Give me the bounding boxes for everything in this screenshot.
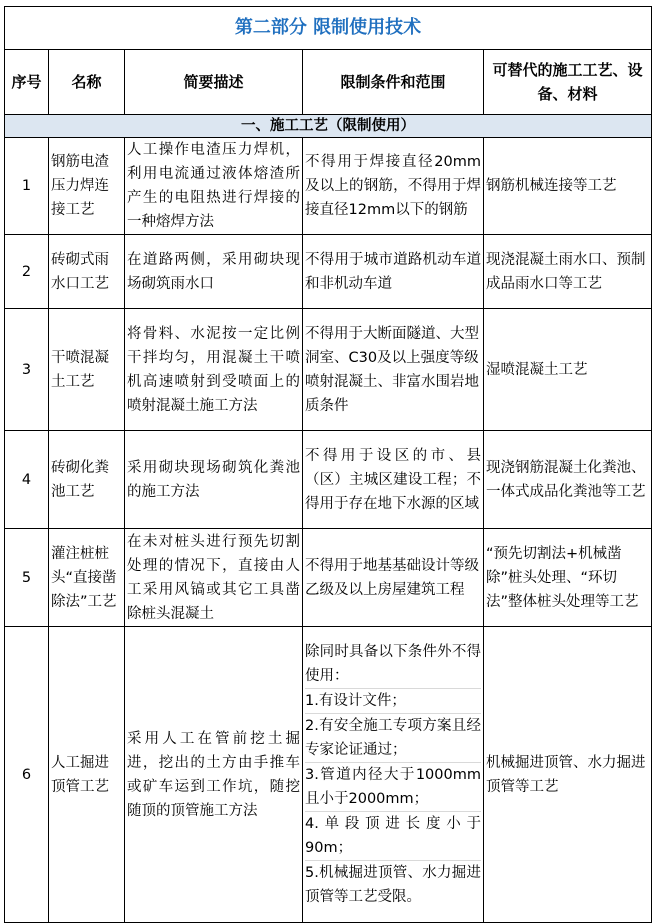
row-cond: 不得用于设区的市、县（区）主城区建设工程；不得用于存在地下水源的区域 xyxy=(303,431,484,529)
cond-item: 2.有安全施工专项方案且经专家论证通过； xyxy=(305,714,481,763)
header-row xyxy=(5,50,652,115)
header-no: 序号 xyxy=(5,50,49,115)
row-cond: 不得用于地基基础设计等级乙级及以上房屋建筑工程 xyxy=(303,529,484,627)
table-row xyxy=(5,431,652,529)
row-no: 5 xyxy=(5,529,49,627)
row-name: 钢筋电渣压力焊连接工艺 xyxy=(49,138,125,235)
section-title: 一、施工工艺（限制使用） xyxy=(5,115,652,138)
row-alt: 湿喷混凝土工艺 xyxy=(484,309,652,431)
row-alt: 钢筋机械连接等工艺 xyxy=(484,138,652,235)
row-name: 干喷混凝土工艺 xyxy=(49,309,125,431)
header-desc: 简要描述 xyxy=(125,50,303,115)
row-alt: 现浇混凝土雨水口、预制成品雨水口等工艺 xyxy=(484,235,652,309)
row-cond: 不得用于城市道路机动车道和非机动车道 xyxy=(303,235,484,309)
table-title: 第二部分 限制使用技术 xyxy=(5,7,652,50)
row-desc: 在道路两侧，采用砌块现场砌筑雨水口 xyxy=(125,235,303,309)
row-desc: 在未对桩头进行预先切割处理的情况下，直接由人工采用风镐或其它工具凿除桩头混凝土 xyxy=(125,529,303,627)
row-desc: 人工操作电渣压力焊机，利用电流通过液体熔渣所产生的电阻热进行焊接的一种熔焊方法 xyxy=(125,138,303,235)
cond-item: 5.机械掘进顶管、水力掘进顶管等工艺受限。 xyxy=(305,865,481,905)
row-name: 人工掘进顶管工艺 xyxy=(49,627,125,923)
row-no: 4 xyxy=(5,431,49,529)
row-desc: 采用砌块现场砌筑化粪池的施工方法 xyxy=(125,431,303,529)
row-alt: 现浇钢筋混凝土化粪池、一体式成品化粪池等工艺 xyxy=(484,431,652,529)
cond-item: 除同时具备以下条件外不得使用： xyxy=(305,640,481,689)
header-cond: 限制条件和范围 xyxy=(303,50,484,115)
table-row xyxy=(5,138,652,235)
row-cond: 不得用于焊接直径20mm及以上的钢筋，不得用于焊接直径12mm以下的钢筋 xyxy=(303,138,484,235)
header-alt: 可替代的施工工艺、设备、材料 xyxy=(484,50,652,115)
section-row xyxy=(5,115,652,138)
row-desc: 采用人工在管前挖土掘进，挖出的土方由手推车或矿车运到工作坑，随挖随顶的顶管施工方法 xyxy=(125,627,303,923)
row-alt: 机械掘进顶管、水力掘进顶管等工艺 xyxy=(484,627,652,923)
row-no: 3 xyxy=(5,309,49,431)
row-name: 砖砌式雨水口工艺 xyxy=(49,235,125,309)
row-name: 灌注桩桩头“直接凿除法”工艺 xyxy=(49,529,125,627)
cond-item: 4.单段顶进长度小于90m； xyxy=(305,812,481,861)
cond-item: 1.有设计文件； xyxy=(305,689,481,714)
row-no: 6 xyxy=(5,627,49,923)
restricted-tech-table xyxy=(4,6,652,923)
table-row xyxy=(5,235,652,309)
row-cond: 不得用于大断面隧道、大型洞室、C30及以上强度等级喷射混凝土、非富水围岩地质条件 xyxy=(303,309,484,431)
cond-item: 3.管道内径大于1000mm且小于2000mm； xyxy=(305,763,481,812)
table-row xyxy=(5,529,652,627)
row-no: 1 xyxy=(5,138,49,235)
row-no: 2 xyxy=(5,235,49,309)
table-row xyxy=(5,309,652,431)
row-cond xyxy=(303,627,484,923)
header-name: 名称 xyxy=(49,50,125,115)
row-name: 砖砌化粪池工艺 xyxy=(49,431,125,529)
row-alt: “预先切割法+机械凿除”桩头处理、“环切法”整体桩头处理等工艺 xyxy=(484,529,652,627)
row-desc: 将骨料、水泥按一定比例干拌均匀，用混凝土干喷机高速喷射到受喷面上的喷射混凝土施工方法 xyxy=(125,309,303,431)
table-row xyxy=(5,627,652,923)
